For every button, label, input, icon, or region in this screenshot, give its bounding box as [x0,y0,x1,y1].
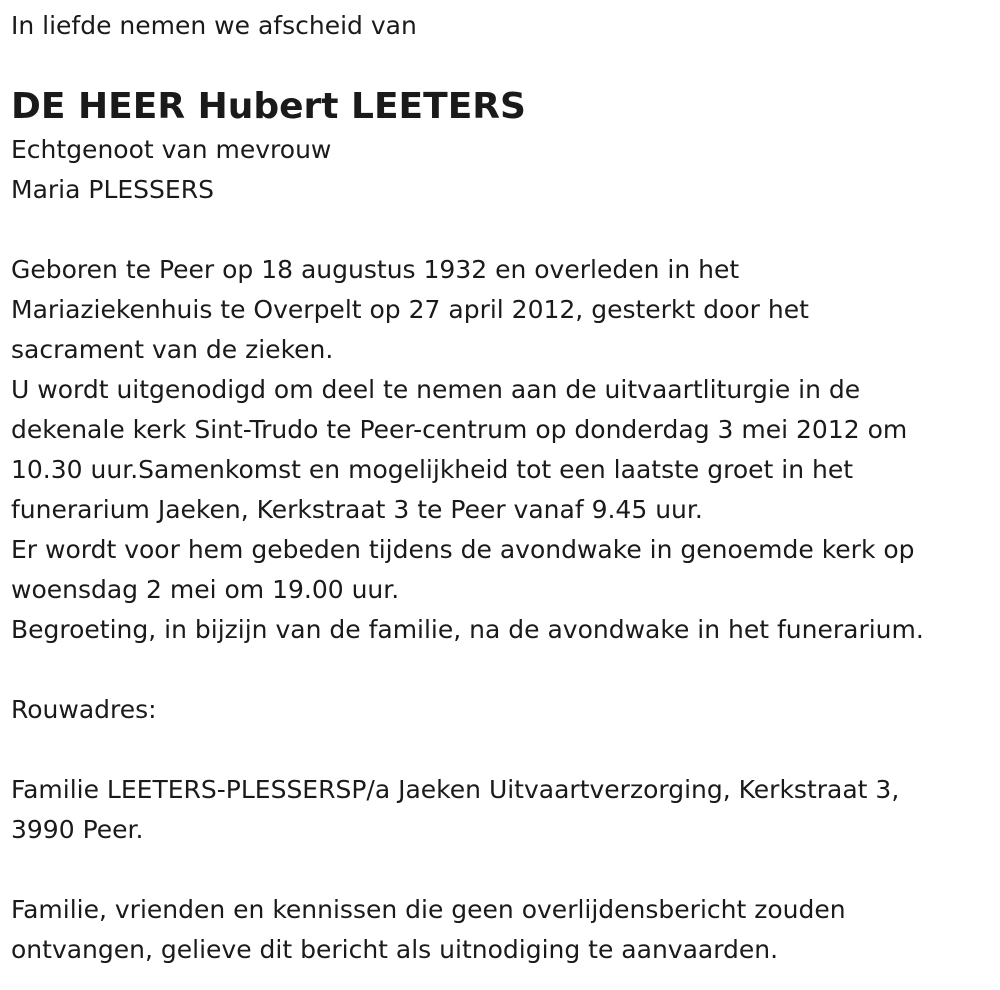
death-notice [11,6,986,970]
address-label: Rouwadres: [11,695,157,724]
spacer [11,210,986,250]
spacer [11,650,986,690]
body-line: dekenale kerk Sint-Trudo te Peer-centrum op donderdag 3 mei 2012 om [11,415,908,444]
deceased-name: DE HEER Hubert LEETERS [11,86,526,127]
body-line: funerarium Jaeken, Kerkstraat 3 te Peer vanaf 9.45 uur. [11,495,703,524]
intro-text: In liefde nemen we afscheid van [11,11,417,40]
body-line: U wordt uitgenodigd om deel te nemen aan de uitvaartliturgie in de [11,375,861,404]
body-line: 10.30 uur.Samenkomst en mogelijkheid tot een laatste groet in het [11,455,854,484]
closing-line: ontvangen, gelieve dit bericht als uitnodiging te aanvaarden. [11,935,779,964]
spacer [11,850,986,890]
closing-line: Familie, vrienden en kennissen die geen overlijdensbericht zouden [11,895,846,924]
spacer [11,730,986,770]
address-line: Familie LEETERS-PLESSERSP/a Jaeken Uitvaartverzorging, Kerkstraat 3, [11,775,900,804]
address-line: 3990 Peer. [11,815,144,844]
body-line: Geboren te Peer op 18 augustus 1932 en overleden in het [11,255,740,284]
spouse-line: Echtgenoot van mevrouw [11,135,332,164]
body-line: Er wordt voor hem gebeden tijdens de avondwake in genoemde kerk op [11,535,915,564]
body-line: sacrament van de zieken. [11,335,334,364]
body-line: woensdag 2 mei om 19.00 uur. [11,575,400,604]
body-line: Begroeting, in bijzijn van de familie, na de avondwake in het funerarium. [11,615,924,644]
spouse-name: Maria PLESSERS [11,175,214,204]
body-line: Mariaziekenhuis te Overpelt op 27 april 2012, gesterkt door het [11,295,809,324]
